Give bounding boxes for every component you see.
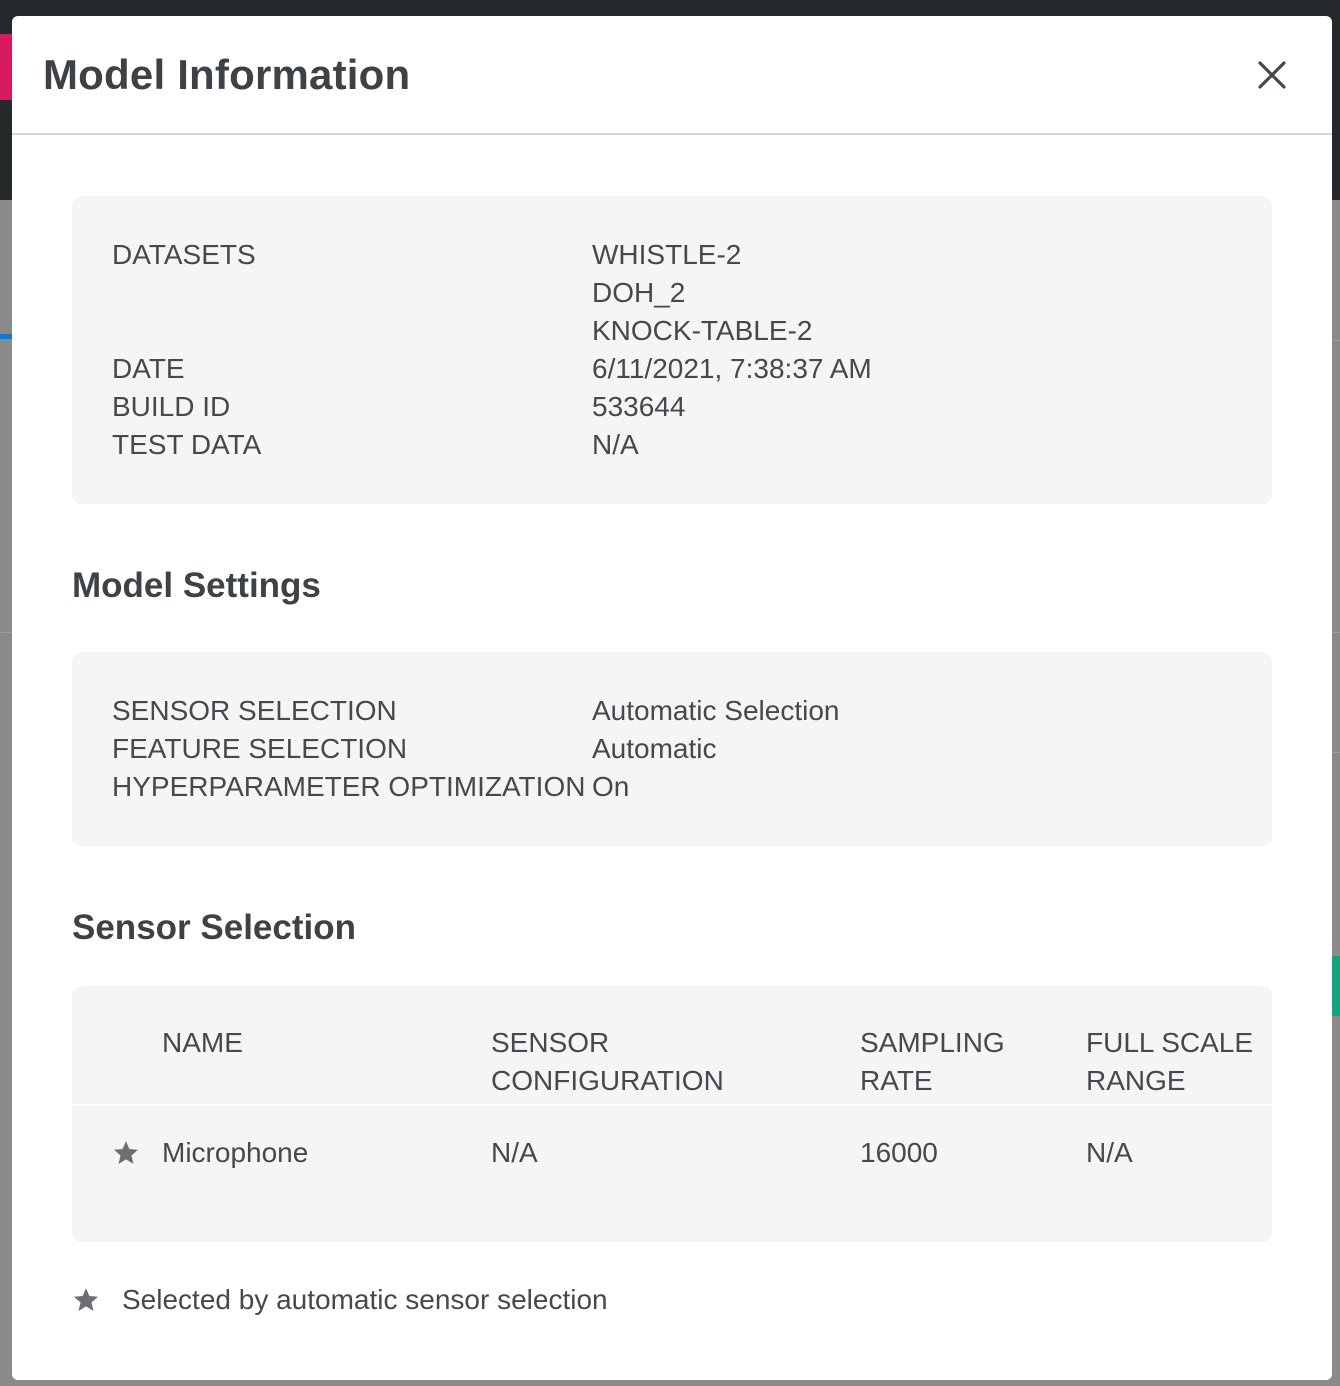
modal-title: Model Information (43, 50, 411, 98)
header-rate-line: SAMPLING (860, 1027, 1005, 1058)
info-key: DATASETS (112, 239, 256, 270)
star-icon (72, 1286, 100, 1314)
background-accent-pink (0, 34, 12, 100)
info-key: TEST DATA (112, 429, 262, 460)
info-key: DATE (112, 353, 185, 384)
sensor-selection-title: Sensor Selection (72, 908, 356, 947)
cell-sensor-configuration: N/A (491, 1137, 538, 1168)
info-row (72, 236, 1272, 350)
background-divider (1332, 752, 1340, 753)
info-row (72, 388, 1272, 426)
table-row (72, 1104, 1272, 1200)
setting-value: Automatic Selection (592, 695, 840, 726)
table-header-spacer (72, 1024, 162, 1104)
setting-value: Automatic (592, 733, 717, 764)
info-value (592, 426, 1272, 464)
model-information-modal (12, 16, 1332, 1380)
header-range-line: RANGE (1086, 1065, 1186, 1096)
cell-sampling-rate: 16000 (860, 1137, 938, 1168)
header-rate-line: RATE (860, 1065, 933, 1096)
modal-header (12, 16, 1332, 135)
setting-row (72, 692, 1272, 730)
info-value-line: 6/11/2021, 7:38:37 AM (592, 353, 872, 384)
info-value (592, 236, 1272, 350)
info-value (592, 388, 1272, 426)
background-accent-green (1332, 956, 1340, 1016)
setting-key: FEATURE SELECTION (112, 733, 408, 764)
setting-key: HYPERPARAMETER OPTIMIZATION (112, 771, 586, 802)
header-full-scale-range (1086, 1024, 1272, 1104)
info-value (592, 350, 1272, 388)
close-button[interactable] (1252, 55, 1292, 95)
info-value-line: 533644 (592, 391, 686, 422)
background-divider (1332, 632, 1340, 633)
background-divider (1332, 340, 1340, 341)
model-info-card (72, 196, 1272, 504)
header-config-line: CONFIGURATION (491, 1065, 724, 1096)
header-range-line: FULL SCALE (1086, 1027, 1254, 1058)
auto-selection-legend (72, 1284, 608, 1316)
row-star-cell (72, 1139, 162, 1167)
header-sampling-rate (860, 1024, 1086, 1104)
header-config-line: SENSOR (491, 1027, 610, 1058)
background-accent-blue (0, 334, 12, 339)
info-key: BUILD ID (112, 391, 231, 422)
sensor-selection-table (72, 986, 1272, 1242)
info-value-line: KNOCK-TABLE-2 (592, 315, 813, 346)
setting-value: On (592, 771, 630, 802)
info-value-line: DOH_2 (592, 277, 686, 308)
info-value-line: WHISTLE-2 (592, 239, 742, 270)
info-row (72, 426, 1272, 464)
header-sensor-configuration (491, 1024, 860, 1104)
legend-text: Selected by automatic sensor selection (122, 1284, 608, 1315)
star-icon (112, 1139, 140, 1167)
table-header (72, 986, 1272, 1104)
info-row (72, 350, 1272, 388)
info-value-line: N/A (592, 429, 639, 460)
model-settings-card (72, 652, 1272, 846)
setting-row (72, 730, 1272, 768)
header-name: NAME (162, 1027, 243, 1058)
background-divider (0, 632, 12, 633)
cell-full-scale-range: N/A (1086, 1137, 1133, 1168)
setting-key: SENSOR SELECTION (112, 695, 397, 726)
close-icon (1256, 59, 1288, 91)
model-settings-title: Model Settings (72, 566, 321, 605)
cell-name: Microphone (162, 1137, 309, 1168)
setting-row (72, 768, 1272, 806)
